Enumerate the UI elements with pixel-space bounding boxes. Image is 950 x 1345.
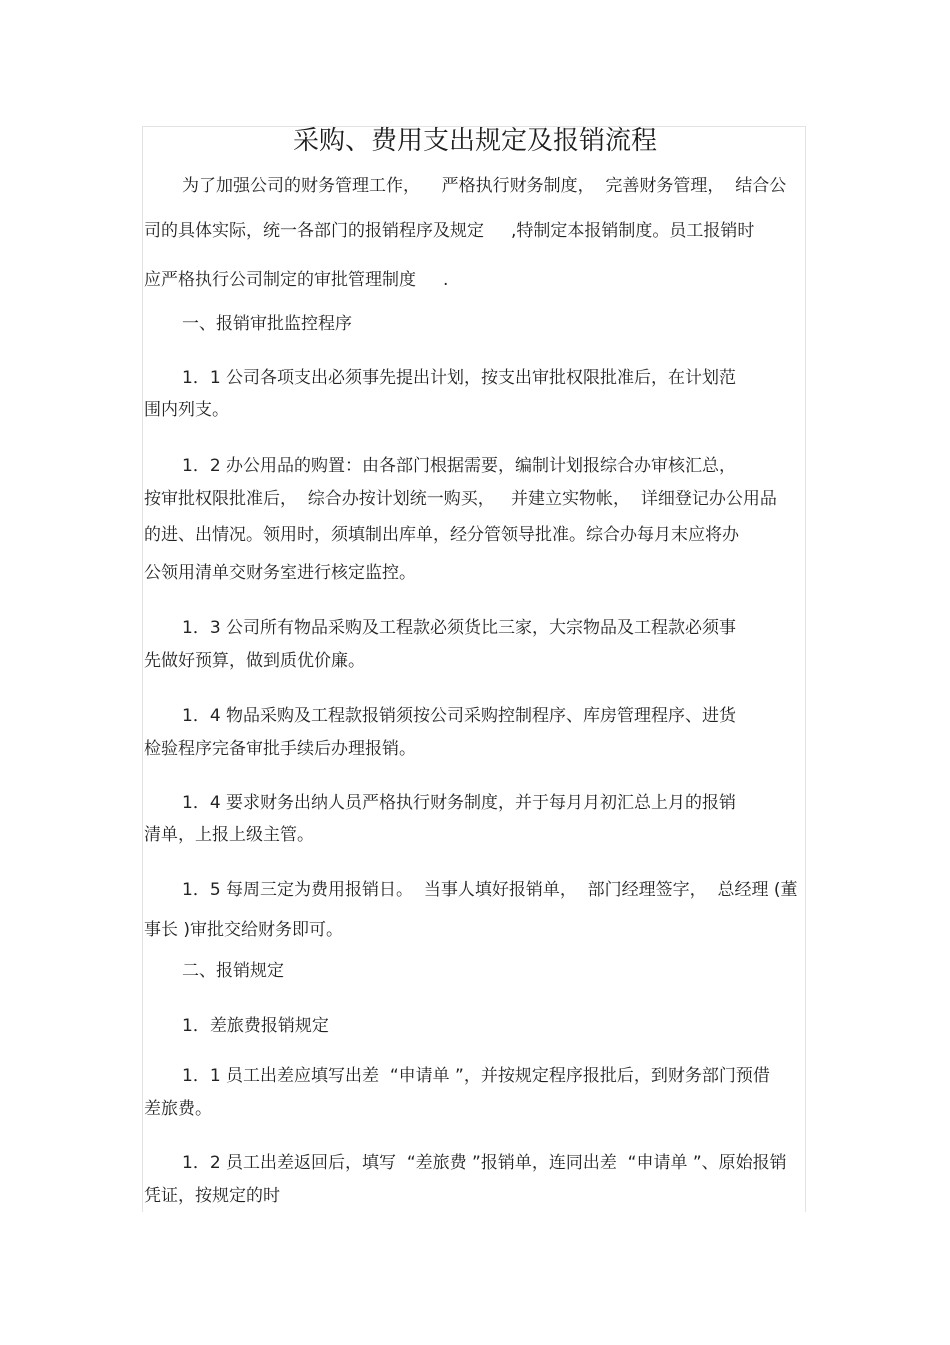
body-line-7: 1．2 办公用品的购置：由各部门根据需要，编制计划报综合办审核汇总，: [182, 456, 737, 476]
body-line-13: 1．4 物品采购及工程款报销须按公司采购控制程序、库房管理程序、进货: [182, 706, 737, 726]
body-line-6: 围内列支。: [144, 400, 229, 420]
section-heading-1: 一、报销审批监控程序: [182, 314, 352, 334]
body-line-14: 检验程序完备审批手续后办理报销。: [144, 739, 416, 759]
body-line-3: 应严格执行公司制定的审批管理制度 .: [144, 270, 449, 290]
body-line-22: 差旅费。: [144, 1099, 212, 1119]
body-line-16: 清单，上报上级主管。: [144, 825, 314, 845]
body-line-23: 1．2 员工出差返回后，填写 “差旅费 ”报销单，连同出差 “申请单 ”、原始报销: [182, 1153, 787, 1173]
subsection-heading-1: 1．差旅费报销规定: [182, 1016, 329, 1036]
body-line-9: 的进、出情况。领用时，须填制出库单，经分管领导批准。综合办每月末应将办: [144, 525, 739, 545]
body-line-24: 凭证，按规定的时: [144, 1186, 280, 1206]
body-line-11: 1．3 公司所有物品采购及工程款必须货比三家，大宗物品及工程款必须事: [182, 618, 737, 638]
body-line-18: 事长 )审批交给财务即可。: [144, 920, 344, 940]
document-title: 采购、费用支出规定及报销流程: [292, 126, 657, 156]
body-line-1: 为了加强公司的财务管理工作， 严格执行财务制度， 完善财务管理， 结合公: [182, 176, 787, 196]
body-line-17: 1．5 每周三定为费用报销日。 当事人填好报销单， 部门经理签字， 总经理 (董: [182, 880, 798, 900]
body-line-10: 公领用清单交财务室进行核定监控。: [144, 563, 416, 583]
body-line-15: 1．4 要求财务出纳人员严格执行财务制度，并于每月月初汇总上月的报销: [182, 793, 737, 813]
body-line-12: 先做好预算，做到质优价廉。: [144, 651, 365, 671]
body-line-2: 司的具体实际，统一各部门的报销程序及规定 ,特制定本报销制度。员工报销时: [144, 221, 755, 241]
body-line-5: 1．1 公司各项支出必须事先提出计划，按支出审批权限批准后，在计划范: [182, 368, 737, 388]
body-line-21: 1．1 员工出差应填写出差 “申请单 ”，并按规定程序报批后，到财务部门预借: [182, 1066, 770, 1086]
section-heading-2: 二、报销规定: [182, 961, 284, 981]
body-line-8: 按审批权限批准后， 综合办按计划统一购买， 并建立实物帐， 详细登记办公用品: [144, 489, 777, 509]
